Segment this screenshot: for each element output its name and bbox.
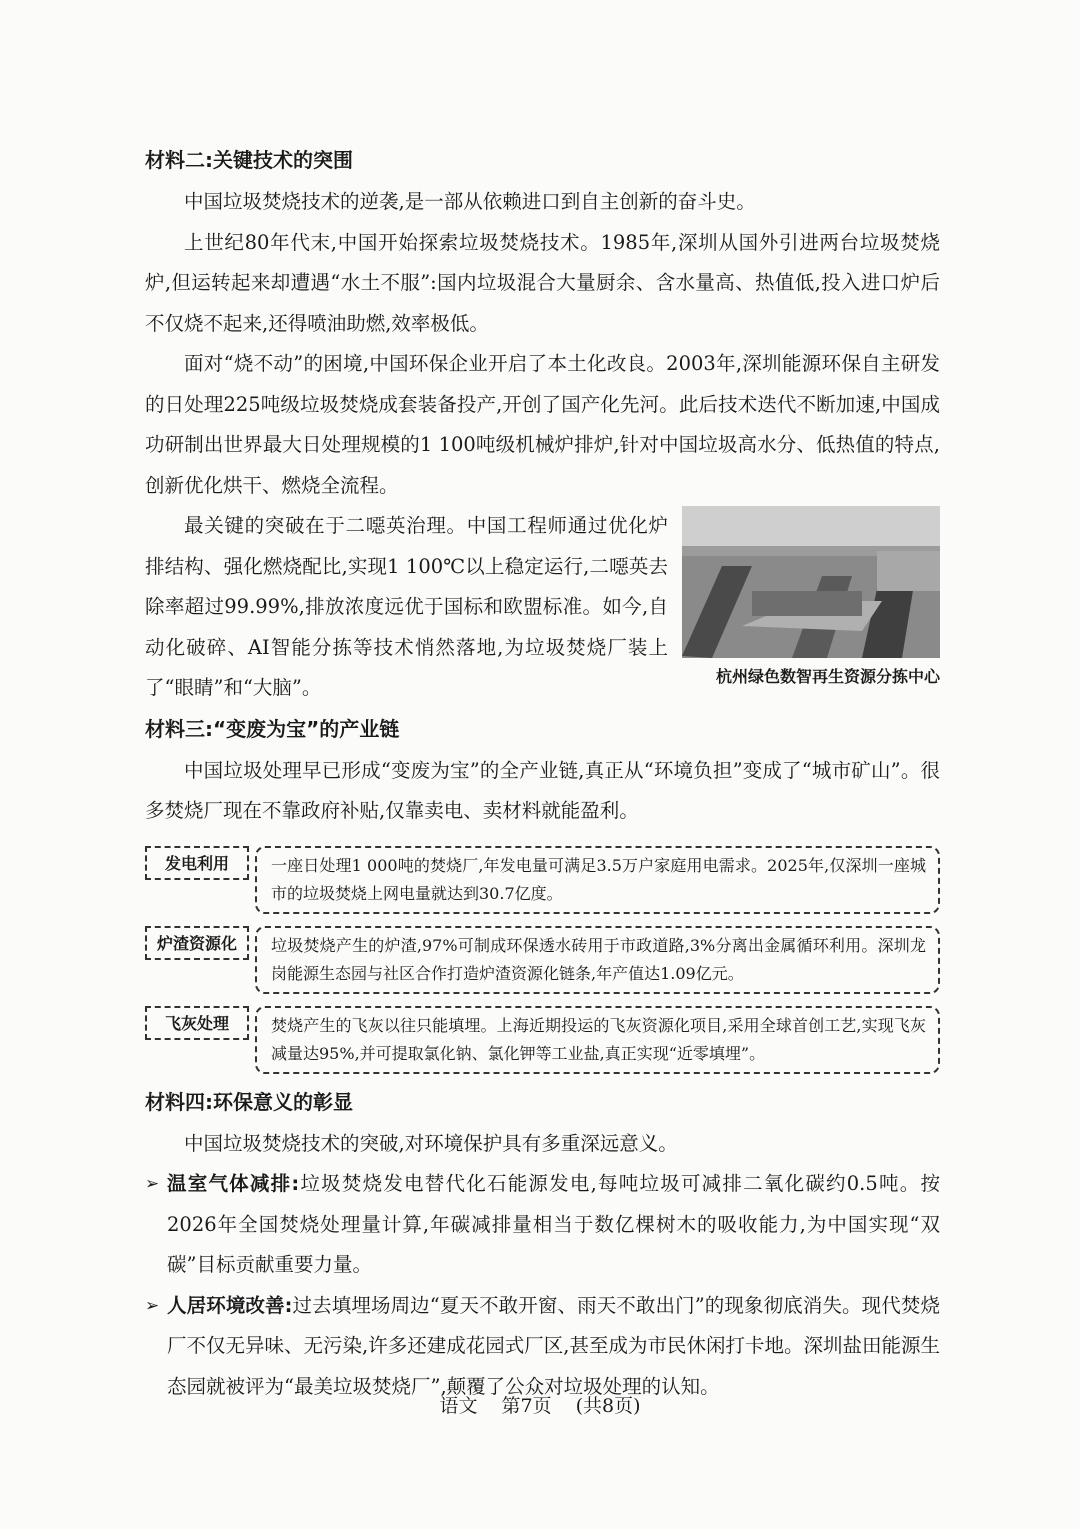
box-label: 发电利用 xyxy=(145,846,249,880)
box-text: 焚烧产生的飞灰以往只能填埋。上海近期投运的飞灰资源化项目,采用全球首创工艺,实现飞灰减量达95%,并可提取氯化钠、氯化钾等工业盐,真正实现“近零填埋”。 xyxy=(255,1006,940,1074)
box-text: 垃圾焚烧产生的炉渣,97%可制成环保透水砖用于市政道路,3%分离出金属循环利用。深圳龙岗能源生态园与社区合作打造炉渣资源化链条,年产值达1.09亿元。 xyxy=(255,926,940,994)
footer-page: 第7页 xyxy=(501,1395,552,1417)
info-boxes xyxy=(145,846,940,1074)
bullet-text: 垃圾焚烧发电替代化石能源发电,每吨垃圾可减排二氧化碳约0.5吨。按2026年全国焚烧处理量计算,年碳减排量相当于数亿棵树木的吸收能力,为中国实现“双碳”目标贡献重要力量。 xyxy=(167,1172,940,1276)
info-box xyxy=(145,926,940,994)
footer-total: (共8页) xyxy=(575,1395,641,1417)
bullet-text: 过去填埋场周边“夏天不敢开窗、雨天不敢出门”的现象彻底消失。现代焚烧厂不仅无异味、无污染,许多还建成花园式厂区,甚至成为市民休闲打卡地。深圳盐田能源生态园就被评为“最美垃圾焚烧厂”,颠覆了公众对垃圾处理的认知。 xyxy=(167,1293,940,1398)
footer-subject: 语文 xyxy=(439,1395,478,1417)
arrow-bullet-icon: ➢ xyxy=(145,1174,160,1194)
bullet-item xyxy=(145,1164,940,1286)
section2-heading: 材料二:关键技术的突围 xyxy=(145,148,353,172)
bullet-item xyxy=(145,1286,940,1408)
paragraph: 最关键的突破在于二噁英治理。中国工程师通过优化炉排结构、强化燃烧配比,实现1 100℃以上稳定运行,二噁英去除率超过99.99%,排放浓度远优于国标和欧盟标准。如今,自动化破碎、AI智能分拣等技术悄然落地,为垃圾焚烧厂装上了“眼睛”和“大脑”。 xyxy=(145,514,668,699)
sorting-center-photo xyxy=(682,506,940,658)
text-with-figure xyxy=(145,506,940,709)
figure xyxy=(682,506,940,690)
box-text: 一座日处理1 000吨的焚烧厂,年发电量可满足3.5万户家庭用电需求。2025年,仅深圳一座城市的垃圾焚烧上网电量就达到30.7亿度。 xyxy=(255,846,940,914)
bullet-title: 人居环境改善: xyxy=(167,1293,293,1317)
paragraph: 中国垃圾焚烧技术的突破,对环境保护具有多重深远意义。 xyxy=(184,1131,678,1155)
paragraph: 中国垃圾焚烧技术的逆袭,是一部从依赖进口到自主创新的奋斗史。 xyxy=(184,190,756,213)
figure-caption: 杭州绿色数智再生资源分拣中心 xyxy=(715,667,940,686)
info-box xyxy=(145,846,940,914)
paragraph: 面对“烧不动”的困境,中国环保企业开启了本土化改良。2003年,深圳能源环保自主研发的日处理225吨级垃圾焚烧成套装备投产,开创了国产化先河。此后技术迭代不断加速,中国成功研制出世界最大日处理规模的1 100吨级机械炉排炉,针对中国垃圾高水分、低热值的特点,创新优化烘干、燃烧全流程。 xyxy=(145,352,940,497)
box-label: 飞灰处理 xyxy=(145,1006,249,1040)
section4-heading: 材料四:环保意义的彰显 xyxy=(145,1089,353,1114)
box-label: 炉渣资源化 xyxy=(145,926,249,960)
paragraph: 上世纪80年代末,中国开始探索垃圾焚烧技术。1985年,深圳从国外引进两台垃圾焚烧炉,但运转起来却遭遇“水土不服”:国内垃圾混合大量厨余、含水量高、热值低,投入进口炉后不仅烧不起来,还得喷油助燃,效率极低。 xyxy=(145,230,940,335)
info-box xyxy=(145,1006,940,1074)
page-footer xyxy=(0,1391,1080,1418)
bullet-title: 温室气体减排: xyxy=(167,1172,300,1195)
paragraph: 中国垃圾处理早已形成“变废为宝”的全产业链,真正从“环境负担”变成了“城市矿山”。很多焚烧厂现在不靠政府补贴,仅靠卖电、卖材料就能盈利。 xyxy=(145,758,940,822)
section3-heading: 材料三:“变废为宝”的产业链 xyxy=(145,716,400,741)
arrow-bullet-icon: ➢ xyxy=(145,1295,160,1316)
